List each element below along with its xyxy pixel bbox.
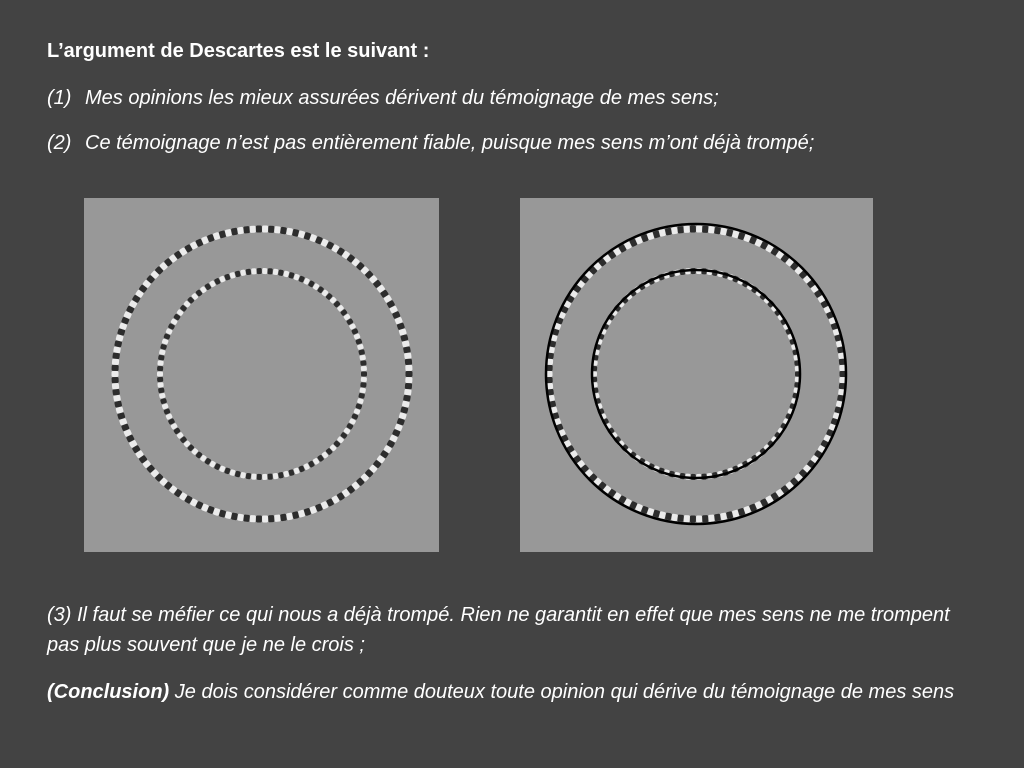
inner-illusion-ring <box>157 268 367 480</box>
illusion-figure-left <box>84 198 439 552</box>
argument-point-3: (3) Il faut se méfier ce qui nous a déjà trompé. Rien ne garantit en effet que mes sens ne me trompent pas plus souvent que je ne le crois ; <box>47 604 950 656</box>
inner-reference-circle <box>592 270 800 478</box>
point-1-text: Mes opinions les mieux assurées dérivent du témoignage de mes sens; <box>85 87 719 109</box>
outer-illusion-ring <box>112 225 413 522</box>
illusion-figure-right <box>520 198 873 552</box>
conclusion-label: (Conclusion) <box>47 681 170 703</box>
conclusion <box>47 677 977 707</box>
point-2-number: (2) <box>47 132 72 154</box>
conclusion-text: Je dois considérer comme douteux toute opinion qui dérive du témoignage de mes sens <box>169 681 955 703</box>
slide-heading: L’argument de Descartes est le suivant : <box>47 40 430 62</box>
illusion-rings-image <box>84 198 439 552</box>
argument-point-1 <box>47 85 719 111</box>
illusion-rings-with-circles-image <box>520 198 873 552</box>
point-2-text: Ce témoignage n’est pas entièrement fiable, puisque mes sens m’ont déjà trompé; <box>85 132 815 154</box>
point-1-number: (1) <box>47 87 72 109</box>
argument-point-2 <box>47 130 814 156</box>
